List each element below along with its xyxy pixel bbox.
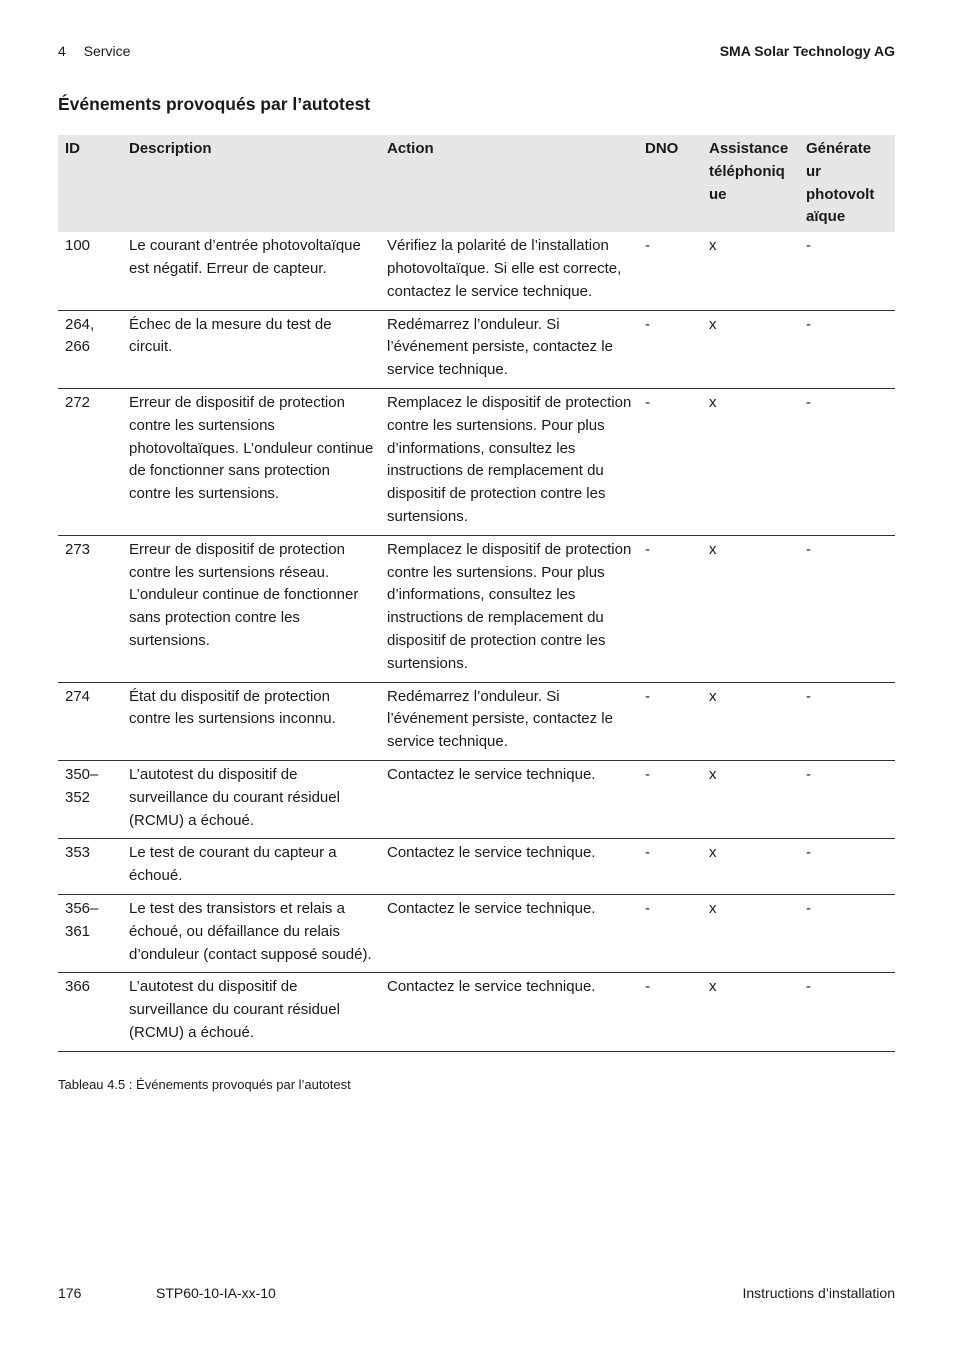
table-row bbox=[58, 682, 895, 760]
cell-action: Redémarrez l’onduleur. Si l’événement persiste, contactez le service technique. bbox=[380, 310, 638, 388]
cell-dno: - bbox=[638, 839, 702, 895]
table-row bbox=[58, 760, 895, 838]
cell-generateur: - bbox=[799, 310, 895, 388]
chapter-number: 4 bbox=[58, 43, 66, 59]
table-row bbox=[58, 535, 895, 682]
cell-action: Remplacez le dispositif de protection contre les surtensions. Pour plus d’informations, consultez les instructions de remplacement du dispositif de protection contre les surtensions. bbox=[380, 388, 638, 535]
cell-action: Contactez le service technique. bbox=[380, 839, 638, 895]
cell-dno: - bbox=[638, 388, 702, 535]
cell-id: 350– 352 bbox=[58, 760, 122, 838]
cell-dno: - bbox=[638, 310, 702, 388]
header-description: Description bbox=[122, 135, 380, 232]
cell-assistance: x bbox=[702, 388, 799, 535]
cell-id: 353 bbox=[58, 839, 122, 895]
cell-action: Remplacez le dispositif de protection contre les surtensions. Pour plus d’informations, consultez les instructions de remplacement du dispositif de protection contre les surtensions. bbox=[380, 535, 638, 682]
cell-id: 272 bbox=[58, 388, 122, 535]
cell-id: 100 bbox=[58, 232, 122, 310]
cell-generateur: - bbox=[799, 232, 895, 310]
cell-generateur: - bbox=[799, 760, 895, 838]
document-type: Instructions d’installation bbox=[742, 1285, 895, 1301]
cell-description: Erreur de dispositif de protection contre les surtensions réseau. L’onduleur continue de fonctionner sans protection contre les surtensions. bbox=[122, 535, 380, 682]
cell-assistance: x bbox=[702, 973, 799, 1051]
cell-description: Le test de courant du capteur a échoué. bbox=[122, 839, 380, 895]
cell-generateur: - bbox=[799, 388, 895, 535]
cell-assistance: x bbox=[702, 535, 799, 682]
table-row bbox=[58, 232, 895, 310]
header-assistance: Assistance téléphoniq ue bbox=[702, 135, 799, 232]
table-row bbox=[58, 388, 895, 535]
cell-description: État du dispositif de protection contre les surtensions inconnu. bbox=[122, 682, 380, 760]
header-generateur: Générate ur photovolt aïque bbox=[799, 135, 895, 232]
table-row bbox=[58, 973, 895, 1051]
chapter-heading bbox=[58, 43, 130, 59]
cell-action: Redémarrez l’onduleur. Si l’événement persiste, contactez le service technique. bbox=[380, 682, 638, 760]
cell-generateur: - bbox=[799, 973, 895, 1051]
cell-dno: - bbox=[638, 760, 702, 838]
header-id: ID bbox=[58, 135, 122, 232]
cell-dno: - bbox=[638, 894, 702, 972]
cell-assistance: x bbox=[702, 760, 799, 838]
header-dno: DNO bbox=[638, 135, 702, 232]
table-row bbox=[58, 894, 895, 972]
cell-description: Erreur de dispositif de protection contre les surtensions photovoltaïques. L’onduleur continue de fonctionner sans protection contre les surtensions. bbox=[122, 388, 380, 535]
cell-action: Contactez le service technique. bbox=[380, 973, 638, 1051]
cell-generateur: - bbox=[799, 839, 895, 895]
cell-assistance: x bbox=[702, 894, 799, 972]
table-row bbox=[58, 310, 895, 388]
events-table bbox=[58, 135, 895, 1052]
cell-description: L’autotest du dispositif de surveillance du courant résiduel (RCMU) a échoué. bbox=[122, 760, 380, 838]
table-row bbox=[58, 839, 895, 895]
section-title: Événements provoqués par l’autotest bbox=[58, 94, 371, 114]
cell-generateur: - bbox=[799, 682, 895, 760]
cell-id: 366 bbox=[58, 973, 122, 1051]
cell-assistance: x bbox=[702, 310, 799, 388]
page-footer bbox=[58, 1285, 895, 1305]
cell-description: Échec de la mesure du test de circuit. bbox=[122, 310, 380, 388]
cell-action: Vérifiez la polarité de l’installation photovoltaïque. Si elle est correcte, contactez le service technique. bbox=[380, 232, 638, 310]
cell-generateur: - bbox=[799, 894, 895, 972]
cell-id: 264, 266 bbox=[58, 310, 122, 388]
table-header-row bbox=[58, 135, 895, 232]
cell-id: 356– 361 bbox=[58, 894, 122, 972]
header-action: Action bbox=[380, 135, 638, 232]
cell-action: Contactez le service technique. bbox=[380, 894, 638, 972]
cell-dno: - bbox=[638, 232, 702, 310]
chapter-title: Service bbox=[83, 43, 131, 59]
page-header bbox=[58, 43, 895, 63]
cell-id: 273 bbox=[58, 535, 122, 682]
cell-description: L’autotest du dispositif de surveillance du courant résiduel (RCMU) a échoué. bbox=[122, 973, 380, 1051]
cell-assistance: x bbox=[702, 839, 799, 895]
company-name: SMA Solar Technology AG bbox=[719, 43, 895, 59]
cell-dno: - bbox=[638, 973, 702, 1051]
cell-description: Le test des transistors et relais a échoué, ou défaillance du relais d’onduleur (contact supposé soudé). bbox=[122, 894, 380, 972]
document-code: STP60-10-IA-xx-10 bbox=[156, 1285, 276, 1301]
cell-id: 274 bbox=[58, 682, 122, 760]
cell-dno: - bbox=[638, 682, 702, 760]
cell-assistance: x bbox=[702, 682, 799, 760]
cell-description: Le courant d’entrée photovoltaïque est négatif. Erreur de capteur. bbox=[122, 232, 380, 310]
table-caption: Tableau 4.5 : Événements provoqués par l’autotest bbox=[58, 1077, 351, 1092]
cell-dno: - bbox=[638, 535, 702, 682]
cell-generateur: - bbox=[799, 535, 895, 682]
cell-action: Contactez le service technique. bbox=[380, 760, 638, 838]
page-number: 176 bbox=[58, 1285, 82, 1301]
cell-assistance: x bbox=[702, 232, 799, 310]
